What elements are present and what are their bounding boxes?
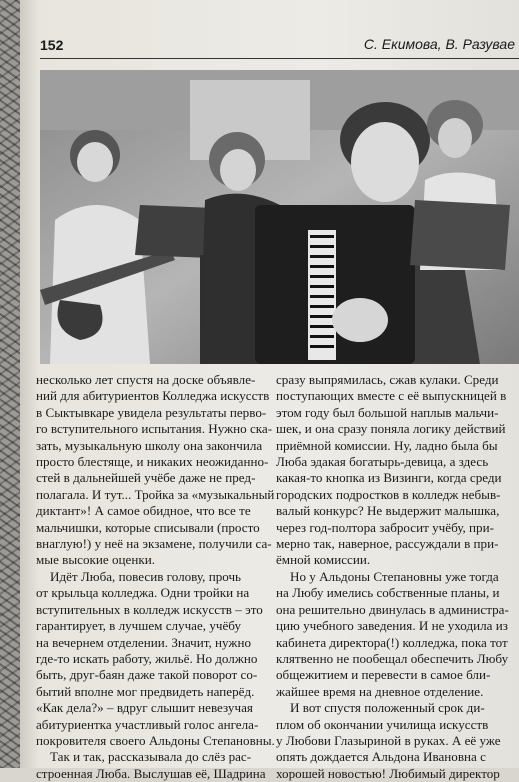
text-line: вступительных в колледж искусств – это bbox=[36, 601, 263, 617]
text-line: жайшее время на дневное отделение. bbox=[276, 683, 484, 699]
text-line: Но у Альдоны Степановны уже тогда bbox=[290, 568, 499, 584]
text-line: кабинета директора(!) колледжа, пока тот bbox=[276, 634, 508, 650]
text-line: клятвенно не пообещал обеспечить Любу bbox=[276, 650, 509, 666]
text-line: стей в дальнейшей учёбе даже не пред- bbox=[36, 470, 256, 486]
text-line: мые высокие оценки. bbox=[36, 552, 155, 568]
text-line: этом году был большой наплыв мальчи- bbox=[276, 404, 499, 420]
text-line: несколько лет спустя на доске объявле- bbox=[36, 372, 256, 387]
photo-accordion-player bbox=[40, 70, 519, 364]
text-line: И вот спустя положенный срок ди- bbox=[290, 700, 485, 716]
text-line: общежитием и перевести в самое бли- bbox=[276, 667, 491, 683]
text-line: через год-полтора забросит учёбу, при- bbox=[276, 519, 494, 535]
text-line: покровителя своего Альдоны Степановны. bbox=[36, 732, 275, 748]
text-line: на вечернем отделении. Значит, нужно bbox=[36, 634, 252, 650]
text-line: Люба эдакая богатырь-девица, а здесь bbox=[276, 454, 489, 470]
text-line: от крыльца колледжа. Одни тройки на bbox=[36, 585, 250, 601]
text-line: хорошей новостью! Любимый директор bbox=[276, 765, 500, 781]
text-line: плом об окончании училища искусств bbox=[276, 716, 489, 732]
text-line: валый конкурс? Не выдержит малышка, bbox=[276, 503, 500, 519]
text-line: абитуриентка участливый голос ангела- bbox=[36, 716, 259, 732]
text-line: какая-то кнопка из Визинги, когда среди bbox=[276, 470, 502, 486]
text-line: на Любу имелись собственные планы, и bbox=[276, 585, 500, 601]
text-line: сразу выпрямилась, сжав кулаки. Среди bbox=[276, 372, 499, 387]
text-column-left bbox=[36, 372, 275, 782]
text-line: гарантирует, в лучшем случае, учёбу bbox=[36, 618, 241, 634]
page-header bbox=[20, 36, 519, 58]
text-line: у Любови Глазыриной в руках. А её уже bbox=[276, 732, 501, 748]
text-line: городских подростков в колледж небыв- bbox=[276, 486, 501, 502]
photo-illustration bbox=[40, 70, 519, 364]
text-line: ёмной комиссии. bbox=[276, 552, 371, 568]
header-rule bbox=[40, 58, 519, 59]
running-head-authors: С. Екимова, В. Разувае bbox=[363, 36, 515, 52]
text-line: «Как дела?» – вдруг слышит невезучая bbox=[36, 700, 253, 716]
text-line: зать, музыкальную школу она закончила bbox=[36, 437, 263, 453]
text-line: полагала. И тут... Тройка за «музыкальный bbox=[36, 486, 275, 502]
text-line: строенная Люба. Выслушав её, Шадрина bbox=[36, 765, 266, 781]
text-line: внаглую!) у неё на экзамене, получили са- bbox=[36, 536, 272, 552]
text-line: быть, друг-баян даже такой поворот со- bbox=[36, 667, 258, 683]
text-line: Так и так, рассказывала до слёз рас- bbox=[50, 749, 252, 765]
text-line: мальчишки, которые списывали (просто bbox=[36, 519, 260, 535]
text-line: просто блестяще, и никаких неожиданно- bbox=[36, 454, 269, 470]
text-line: диктант»! А самое обидное, что все те bbox=[36, 503, 251, 519]
text-line: мерно так, наверное, рассуждали в при- bbox=[276, 536, 499, 552]
text-line: где-то искать работу, жильё. Но должно bbox=[36, 650, 258, 666]
text-line: бытий вполне мог предвидеть наперёд. bbox=[36, 683, 255, 699]
text-line: ний для абитуриентов Колледжа искусств bbox=[36, 388, 270, 404]
text-line: го вступительного испытания. Нужно ска- bbox=[36, 421, 273, 437]
text-line: она решительно двинулась в администра- bbox=[276, 601, 509, 617]
text-line: поступающих вместе с её выпускницей в bbox=[276, 388, 507, 404]
text-line: шек, и она сразу поняла логику действий bbox=[276, 421, 506, 437]
text-line: приёмной комиссии. Ну, ладно была бы bbox=[276, 437, 498, 453]
text-column-right bbox=[276, 372, 519, 782]
text-line: опять дождается Альдона Ивановна с bbox=[276, 749, 486, 765]
text-line: в Сыктывкаре увидела результаты перво- bbox=[36, 404, 267, 420]
text-line: Идёт Люба, повесив голову, прочь bbox=[50, 568, 242, 584]
text-line: цию учебного заведения. И не уходила из bbox=[276, 618, 508, 634]
book-spine-ornament bbox=[0, 0, 20, 768]
page-number: 152 bbox=[40, 37, 64, 53]
